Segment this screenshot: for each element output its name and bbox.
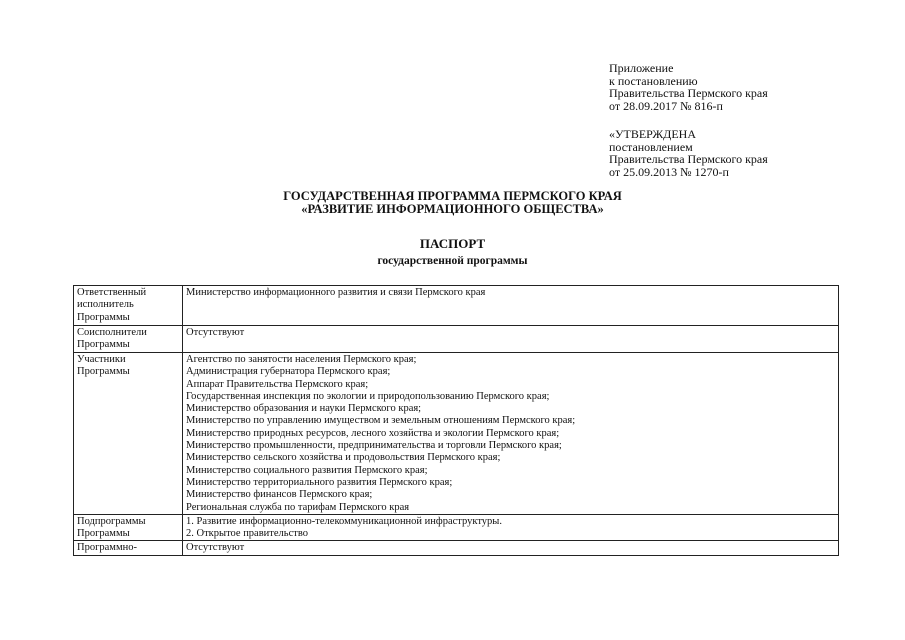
value-line: Министерство по управлению имуществом и земельным отношениям Пермского края;	[186, 415, 576, 427]
table-row	[74, 286, 839, 326]
label-line: Участники	[77, 354, 126, 365]
label-line: Программно-	[77, 542, 137, 554]
annex-line: от 28.09.2017 № 816-п	[609, 98, 723, 113]
annex-block	[609, 62, 768, 112]
label-line: Соисполнители	[77, 327, 147, 338]
approval-line: Правительства Пермского края	[609, 152, 768, 166]
value-line: Аппарат Правительства Пермского края;	[186, 378, 369, 390]
row-value	[183, 541, 839, 555]
value-line: Министерство образования и науки Пермского края;	[186, 403, 422, 415]
value-line: Отсутствуют	[186, 542, 245, 554]
table-row	[74, 541, 839, 555]
program-title-line: ГОСУДАРСТВЕННАЯ ПРОГРАММА ПЕРМСКОГО КРАЯ	[283, 189, 622, 203]
approval-line: «УТВЕРЖДЕНА	[609, 127, 697, 141]
table-row	[74, 514, 839, 541]
value-line: Министерство территориального развития Пермского края;	[186, 476, 453, 488]
passport-table	[73, 285, 839, 556]
row-value	[183, 326, 839, 353]
row-label	[74, 514, 183, 541]
value-line: Отсутствуют	[186, 327, 245, 338]
label-line: Программы	[77, 311, 130, 323]
label-line: Программы	[77, 339, 130, 351]
value-line: Министерство финансов Пермского края;	[186, 489, 373, 501]
value-line: Региональная служба по тарифам Пермского края	[186, 501, 410, 513]
value-line: Министерство сельского хозяйства и продовольствия Пермского края;	[186, 452, 501, 464]
approval-line: постановлением	[609, 139, 693, 154]
label-line: Программы	[77, 366, 130, 378]
value-line: 1. Развитие информационно-телекоммуникационной инфраструктуры.	[186, 515, 502, 527]
value-line: 2. Открытое правительство	[186, 528, 308, 540]
label-line: Программы	[77, 528, 130, 540]
program-title-line: «РАЗВИТИЕ ИНФОРМАЦИОННОГО ОБЩЕСТВА»	[301, 202, 604, 216]
value-line: Администрация губернатора Пермского края;	[186, 366, 391, 378]
row-value	[183, 353, 839, 515]
annex-line: Правительства Пермского края	[609, 86, 768, 100]
approval-block	[609, 128, 768, 178]
approval-line: от 25.09.2013 № 1270-п	[609, 164, 729, 179]
table-row	[74, 353, 839, 515]
program-title	[0, 190, 905, 216]
table-row	[74, 326, 839, 353]
row-label	[74, 353, 183, 515]
row-value	[183, 514, 839, 541]
row-label	[74, 541, 183, 555]
value-line: Министерство промышленности, предпринимательства и торговли Пермского края;	[186, 440, 562, 452]
label-line: исполнитель	[77, 299, 134, 311]
passport-title: ПАСПОРТ	[419, 236, 486, 251]
label-line: Подпрограммы	[77, 515, 146, 527]
value-line: Министерство природных ресурсов, лесного хозяйства и экологии Пермского края;	[186, 427, 560, 439]
value-line: Министерство социального развития Пермского края;	[186, 464, 428, 476]
annex-line: Приложение	[609, 61, 674, 75]
row-value	[183, 286, 839, 326]
value-line: Агентство по занятости населения Пермского края;	[186, 354, 417, 365]
label-line: Ответственный	[77, 287, 147, 298]
value-line: Министерство информационного развития и связи Пермского края	[186, 287, 486, 298]
annex-line: к постановлению	[609, 73, 698, 88]
value-line: Государственная инспекция по экологии и природопользованию Пермского края;	[186, 390, 550, 402]
passport-subtitle: государственной программы	[377, 255, 528, 267]
row-label	[74, 326, 183, 353]
row-label	[74, 286, 183, 326]
